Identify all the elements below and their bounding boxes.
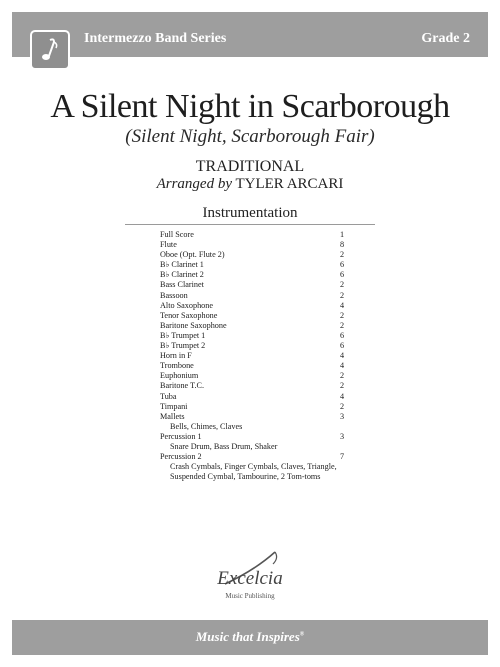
instrument-qty: 2 [340, 280, 345, 290]
arranger-line [0, 176, 500, 193]
publisher-logo [195, 550, 305, 610]
instrument-qty: 6 [340, 260, 345, 270]
tagline-text: Music that Inspires [195, 629, 300, 644]
instrument-name: B♭ Trumpet 1 [160, 330, 206, 340]
list-item [160, 260, 350, 270]
subtitle: (Silent Night, Scarborough Fair) [125, 126, 375, 147]
instrument-qty: 6 [340, 341, 345, 351]
instrument-qty: 4 [340, 300, 345, 310]
instrument-name: Full Score [160, 230, 194, 239]
instrumentation-list [160, 230, 350, 482]
tagline [0, 629, 500, 645]
publisher-name: Excelcia [217, 568, 283, 589]
list-item [160, 291, 350, 301]
instrument-qty: 8 [340, 240, 345, 250]
list-item-subtext: Suspended Cymbal, Tambourine, 2 Tom-toms [170, 472, 321, 482]
instrument-qty: 2 [340, 371, 345, 381]
list-item [160, 341, 350, 351]
instrument-qty: 2 [340, 401, 345, 411]
grade-level: Grade 2 [421, 31, 470, 46]
instrument-qty: 2 [340, 310, 345, 320]
instrument-qty: 3 [340, 431, 345, 441]
list-item [160, 280, 350, 290]
instrument-qty: 4 [340, 361, 345, 371]
arranger-label: Arranged by [156, 176, 232, 192]
instrumentation-heading: Instrumentation [202, 205, 298, 221]
instrument-name: Alto Saxophone [160, 300, 213, 310]
list-item [160, 321, 350, 331]
page-title: A Silent Night in Scarborough [50, 88, 450, 125]
list-item [160, 331, 350, 341]
instrument-name: Mallets [160, 411, 185, 421]
list-item [160, 412, 350, 422]
instrument-name: Euphonium [160, 371, 199, 381]
instrument-qty: 4 [340, 391, 345, 401]
music-note-icon [32, 32, 68, 68]
list-item-subtext: Crash Cymbals, Finger Cymbals, Claves, Triangle, [170, 462, 337, 472]
list-item [160, 402, 350, 412]
instrument-qty: 1 [340, 230, 345, 239]
series-logo [30, 30, 70, 70]
instrument-name: B♭ Clarinet 2 [160, 270, 204, 280]
instrument-name: Percussion 1 [160, 431, 202, 441]
instrument-name: Horn in F [160, 351, 192, 361]
divider [125, 224, 375, 225]
instrument-name: Timpani [160, 401, 188, 411]
series-name: Intermezzo Band Series [84, 31, 227, 46]
list-item [160, 381, 350, 391]
list-item-subtext: Snare Drum, Bass Drum, Shaker [170, 441, 278, 451]
instrument-name: Baritone Saxophone [160, 320, 227, 330]
instrument-qty: 2 [340, 290, 345, 300]
list-item [160, 392, 350, 402]
list-item [160, 230, 350, 240]
list-item [160, 270, 350, 280]
instrument-qty: 2 [340, 381, 345, 391]
list-item [160, 351, 350, 361]
instrument-name: Tenor Saxophone [160, 310, 218, 320]
composer: TRADITIONAL [195, 158, 305, 175]
instrument-name: Oboe (Opt. Flute 2) [160, 250, 225, 260]
list-item [160, 311, 350, 321]
instrument-name: Tuba [160, 391, 177, 401]
registered-mark: ® [299, 631, 305, 638]
publisher-subtitle: Music Publishing [225, 592, 275, 600]
instrument-qty: 3 [340, 411, 345, 421]
instrument-name: Baritone T.C. [160, 381, 205, 391]
instrument-name: Percussion 2 [160, 452, 202, 462]
list-item-subtext: Bells, Chimes, Claves [170, 421, 243, 431]
list-item [160, 361, 350, 371]
instrument-name: Flute [160, 240, 177, 250]
list-item [160, 301, 350, 311]
instrument-name: B♭ Trumpet 2 [160, 341, 206, 351]
instrument-name: Bass Clarinet [160, 280, 204, 290]
instrument-name: Trombone [160, 361, 194, 371]
instrument-qty: 2 [340, 320, 345, 330]
instrument-qty: 2 [340, 250, 345, 260]
instrument-name: Bassoon [160, 290, 188, 300]
instrument-qty: 6 [340, 270, 345, 280]
list-item [160, 371, 350, 381]
list-item [160, 250, 350, 260]
list-item [160, 452, 350, 462]
list-item [160, 240, 350, 250]
list-item [160, 432, 350, 442]
instrument-qty: 4 [340, 351, 345, 361]
arranger-name: TYLER ARCARI [235, 176, 344, 192]
instrument-qty: 6 [340, 330, 345, 340]
instrument-qty: 7 [340, 452, 345, 462]
instrument-name: B♭ Clarinet 1 [160, 260, 204, 270]
